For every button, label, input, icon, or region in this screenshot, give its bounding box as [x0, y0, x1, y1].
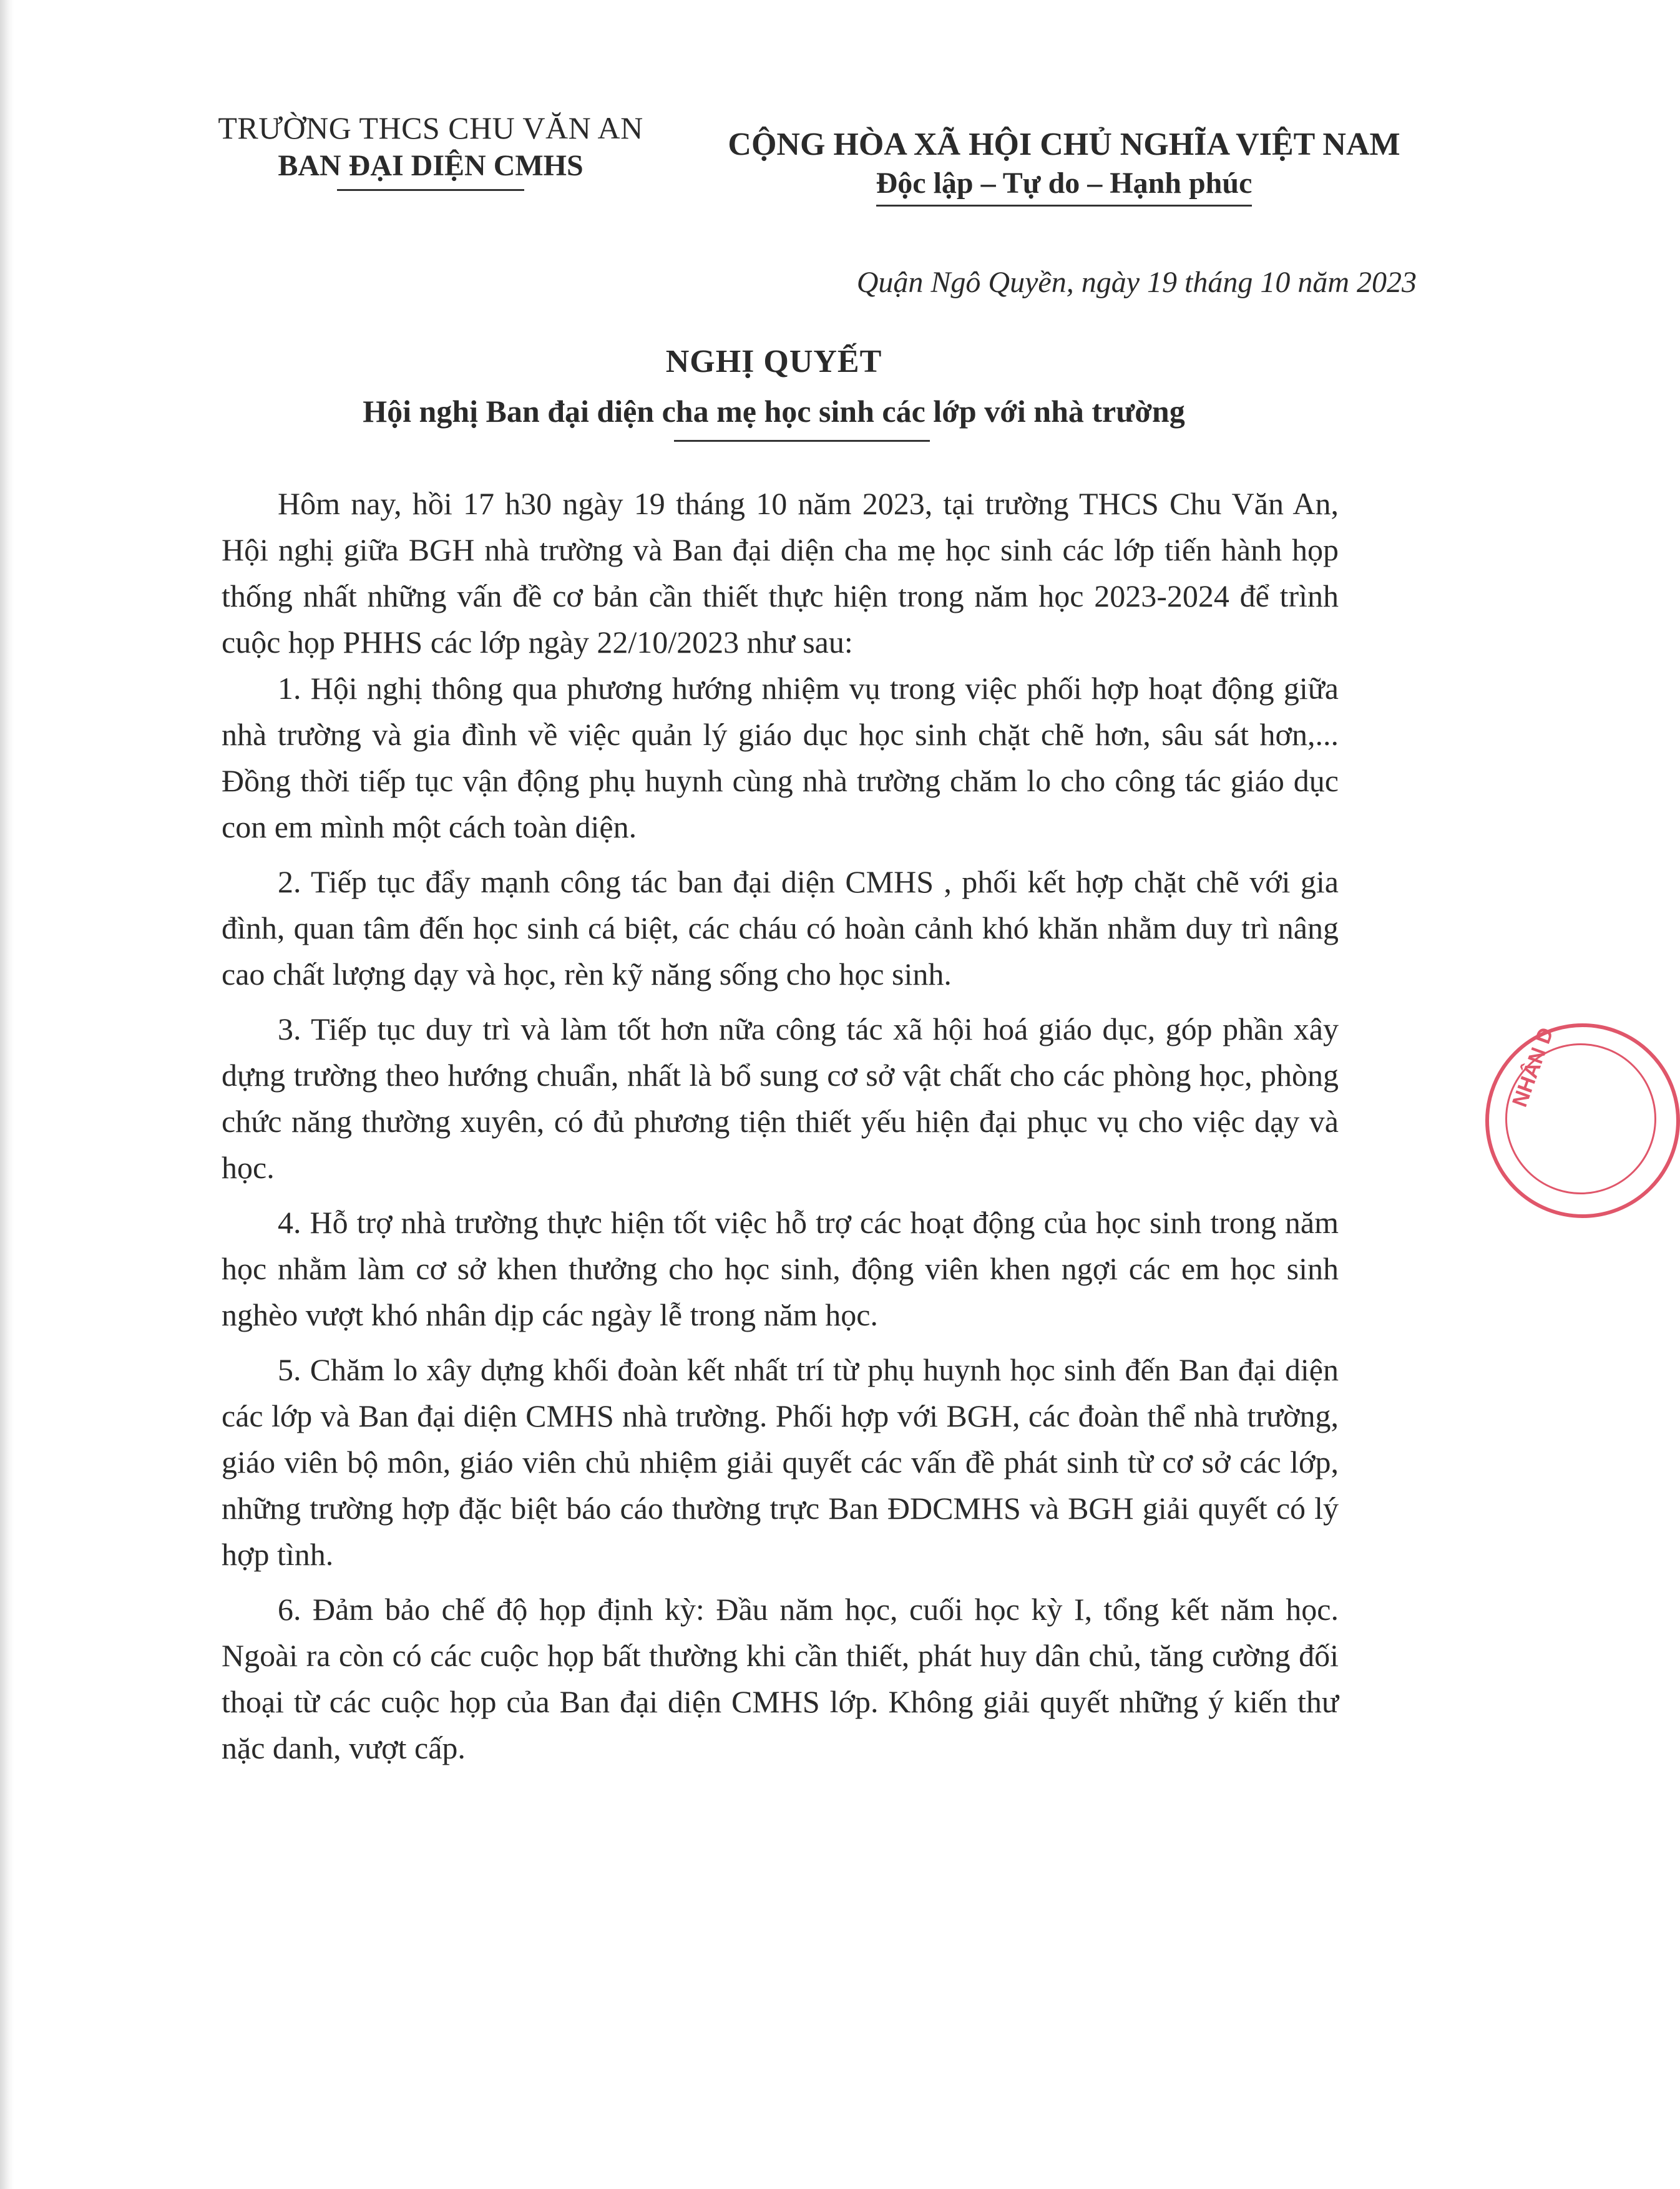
school-name: TRƯỜNG THCS CHU VĂN AN [218, 110, 643, 145]
document-body [222, 480, 1339, 1780]
subtitle-underline [674, 440, 930, 442]
seal-text: NHÂN D [1508, 1024, 1558, 1110]
issuer-underline [337, 189, 524, 191]
resolution-item-2: 2. Tiếp tục đẩy mạnh công tác ban đại diện CMHS , phối kết hợp chặt chẽ với gia đình, quan tâm đến học sinh cá biệt, các cháu có hoàn cảnh khó khăn nhằm duy trì nâng cao chất lượng dạy và học, rèn kỹ năng sống cho học sinh. [222, 864, 1339, 992]
resolution-item-5: 5. Chăm lo xây dựng khối đoàn kết nhất trí từ phụ huynh học sinh đến Ban đại diện các lớp và Ban đại diện CMHS nhà trường. Phối hợp với BGH, các đoàn thể nhà trường, giáo viên bộ môn, giáo viên chủ nhiệm giải quyết các vấn đề phát sinh từ cơ sở các lớp, những trường hợp đặc biệt báo cáo thường trực Ban ĐDCMHS và BGH giải quyết có lý hợp tình. [222, 1352, 1339, 1572]
board-name: BAN ĐẠI DIỆN CMHS [278, 149, 584, 182]
document-title: NGHỊ QUYẾT [665, 344, 882, 379]
intro-paragraph: Hôm nay, hồi 17 h30 ngày 19 tháng 10 năm 2023, tại trường THCS Chu Văn An, Hội nghị giữa BGH nhà trường và Ban đại diện cha mẹ học sinh các lớp tiến hành họp thống nhất những vấn đề cơ bản cần thiết thực hiện trong năm học 2023-2024 để trình cuộc họp PHHS các lớp ngày 22/10/2023 như sau: [222, 486, 1339, 660]
resolution-item-3: 3. Tiếp tục duy trì và làm tốt hơn nữa công tác xã hội hoá giáo dục, góp phần xây dựng trường theo hướng chuẩn, nhất là bổ sung cơ sở vật chất cho các phòng học, phòng chức năng thường xuyên, có đủ phương tiện thiết yếu hiện đại phục vụ cho việc dạy và học. [222, 1012, 1339, 1185]
nation-name: CỘNG HÒA XÃ HỘI CHỦ NGHĨA VIỆT NAM [728, 127, 1400, 162]
scan-edge-shadow [0, 0, 14, 2189]
resolution-item-4: 4. Hỗ trợ nhà trường thực hiện tốt việc hỗ trợ các hoạt động của học sinh trong năm học nhằm làm cơ sở khen thưởng cho học sinh, động viên khen ngợi các em học sinh nghèo vượt khó nhân dịp các ngày lễ trong năm học. [222, 1205, 1339, 1332]
document-subtitle: Hội nghị Ban đại diện cha mẹ học sinh các lớp với nhà trường [363, 394, 1185, 429]
national-motto: Độc lập – Tự do – Hạnh phúc [876, 165, 1253, 207]
national-header [711, 125, 1417, 207]
issuer-block [206, 109, 655, 191]
red-seal-stamp [1485, 1023, 1680, 1218]
resolution-item-6: 6. Đảm bảo chế độ họp định kỳ: Đầu năm học, cuối học kỳ I, tổng kết năm học. Ngoài ra còn có các cuộc họp bất thường khi cần thiết, phát huy dân chủ, tăng cường đối thoại từ các cuộc họp của Ban đại diện CMHS lớp. Không giải quyết những ý kiến thư nặc danh, vượt cấp. [222, 1592, 1339, 1765]
place-date: Quận Ngô Quyền, ngày 19 tháng 10 năm 2023 [856, 266, 1417, 299]
resolution-item-1: 1. Hội nghị thông qua phương hướng nhiệm vụ trong việc phối hợp hoạt động giữa nhà trường và gia đình về việc quản lý giáo dục học sinh chặt chẽ hơn, sâu sát hơn,... Đồng thời tiếp tục vận động phụ huynh cùng nhà trường chăm lo cho công tác giáo dục con em mình một cách toàn diện. [222, 671, 1339, 844]
